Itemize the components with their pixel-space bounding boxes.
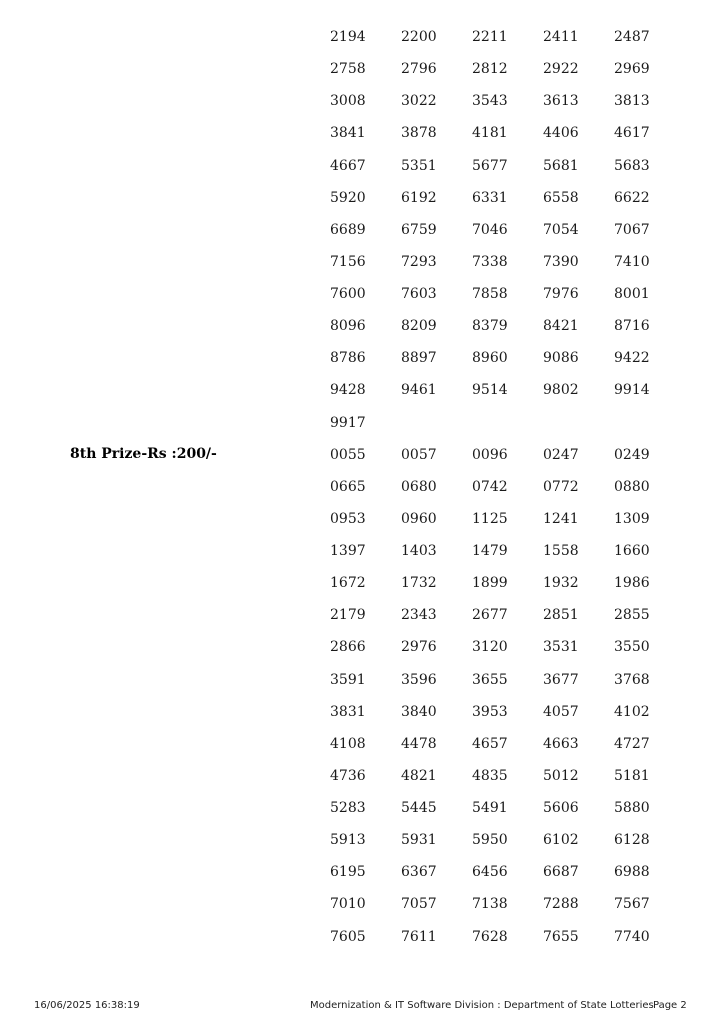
ticket-number: 1309 — [614, 510, 650, 527]
ticket-number: 2796 — [401, 61, 437, 78]
number-row — [330, 888, 685, 920]
ticket-number: 5920 — [330, 189, 366, 206]
ticket-number: 4478 — [401, 735, 437, 752]
ticket-number: 6622 — [614, 189, 650, 206]
ticket-number: 5681 — [543, 157, 579, 174]
ticket-number: 6128 — [614, 832, 650, 849]
ticket-number: 4102 — [614, 703, 650, 720]
number-row — [330, 117, 685, 149]
ticket-number: 7600 — [330, 286, 366, 303]
ticket-number: 4821 — [401, 767, 437, 784]
ticket-number: 7390 — [543, 253, 579, 270]
number-row — [330, 407, 685, 439]
ticket-number: 5913 — [330, 832, 366, 849]
ticket-number: 7605 — [330, 928, 366, 945]
number-row — [330, 503, 685, 535]
number-row — [330, 567, 685, 599]
ticket-number: 8096 — [330, 318, 366, 335]
ticket-number: 7611 — [401, 928, 437, 945]
ticket-number: 1397 — [330, 543, 366, 560]
number-row — [330, 535, 685, 567]
ticket-number: 3768 — [614, 671, 650, 688]
ticket-number: 2758 — [330, 61, 366, 78]
ticket-number: 2211 — [472, 29, 508, 46]
ticket-number: 6988 — [614, 864, 650, 881]
ticket-number: 1558 — [543, 543, 579, 560]
ticket-number: 6689 — [330, 221, 366, 238]
ticket-number: 3531 — [543, 639, 579, 656]
ticket-number: 7057 — [401, 896, 437, 913]
ticket-number: 7410 — [614, 253, 650, 270]
number-row — [330, 856, 685, 888]
ticket-number: 9802 — [543, 382, 579, 399]
ticket-number: 0057 — [401, 446, 437, 463]
ticket-number: 7655 — [543, 928, 579, 945]
ticket-number: 9422 — [614, 350, 650, 367]
ticket-number: 7740 — [614, 928, 650, 945]
number-row — [330, 824, 685, 856]
ticket-number: 8209 — [401, 318, 437, 335]
number-row — [330, 728, 685, 760]
number-row — [330, 53, 685, 85]
number-row — [330, 439, 685, 471]
ticket-number: 2411 — [543, 29, 579, 46]
number-row — [330, 278, 685, 310]
ticket-number: 7293 — [401, 253, 437, 270]
number-row — [330, 246, 685, 278]
number-row — [330, 760, 685, 792]
ticket-number: 4663 — [543, 735, 579, 752]
ticket-number: 4835 — [472, 767, 508, 784]
ticket-number: 1986 — [614, 575, 650, 592]
footer-page-number: Page 2 — [653, 1000, 687, 1011]
ticket-number: 8379 — [472, 318, 508, 335]
number-row — [330, 696, 685, 728]
ticket-number: 3813 — [614, 93, 650, 110]
ticket-number: 4181 — [472, 125, 508, 142]
ticket-number: 8716 — [614, 318, 650, 335]
ticket-number: 4667 — [330, 157, 366, 174]
ticket-number: 7567 — [614, 896, 650, 913]
ticket-number: 9914 — [614, 382, 650, 399]
ticket-number: 7858 — [472, 286, 508, 303]
ticket-number: 0953 — [330, 510, 366, 527]
ticket-number: 3008 — [330, 93, 366, 110]
ticket-number: 6331 — [472, 189, 508, 206]
ticket-number: 8897 — [401, 350, 437, 367]
ticket-number: 2976 — [401, 639, 437, 656]
ticket-number: 4657 — [472, 735, 508, 752]
number-row — [330, 342, 685, 374]
ticket-number: 0096 — [472, 446, 508, 463]
ticket-number: 6456 — [472, 864, 508, 881]
ticket-number: 3543 — [472, 93, 508, 110]
ticket-number: 1672 — [330, 575, 366, 592]
ticket-number: 2343 — [401, 607, 437, 624]
footer-timestamp: 16/06/2025 16:38:19 — [34, 1000, 140, 1011]
ticket-number: 2487 — [614, 29, 650, 46]
ticket-number: 2812 — [472, 61, 508, 78]
number-row — [330, 664, 685, 696]
ticket-number: 0055 — [330, 446, 366, 463]
ticket-number: 4617 — [614, 125, 650, 142]
ticket-number: 3677 — [543, 671, 579, 688]
number-row — [330, 21, 685, 53]
ticket-number: 5931 — [401, 832, 437, 849]
ticket-number: 4057 — [543, 703, 579, 720]
number-row — [330, 792, 685, 824]
ticket-number: 7067 — [614, 221, 650, 238]
ticket-number: 5606 — [543, 800, 579, 817]
ticket-number: 0742 — [472, 478, 508, 495]
number-row — [330, 214, 685, 246]
ticket-number: 3953 — [472, 703, 508, 720]
ticket-number: 3878 — [401, 125, 437, 142]
ticket-number: 1932 — [543, 575, 579, 592]
ticket-number: 0680 — [401, 478, 437, 495]
ticket-number: 9428 — [330, 382, 366, 399]
ticket-number: 4727 — [614, 735, 650, 752]
ticket-number: 6102 — [543, 832, 579, 849]
ticket-number: 1479 — [472, 543, 508, 560]
ticket-number: 2969 — [614, 61, 650, 78]
ticket-number: 1403 — [401, 543, 437, 560]
ticket-number: 2200 — [401, 29, 437, 46]
prize-label: 8th Prize-Rs :200/- — [70, 446, 217, 462]
ticket-number: 2194 — [330, 29, 366, 46]
ticket-number: 6367 — [401, 864, 437, 881]
ticket-number: 9086 — [543, 350, 579, 367]
ticket-number: 3613 — [543, 93, 579, 110]
ticket-number: 6192 — [401, 189, 437, 206]
ticket-number: 5880 — [614, 800, 650, 817]
ticket-number: 0772 — [543, 478, 579, 495]
ticket-number: 1732 — [401, 575, 437, 592]
ticket-number: 7603 — [401, 286, 437, 303]
ticket-number: 6687 — [543, 864, 579, 881]
ticket-number: 3831 — [330, 703, 366, 720]
ticket-number: 1241 — [543, 510, 579, 527]
ticket-number: 7054 — [543, 221, 579, 238]
number-row — [330, 471, 685, 503]
ticket-number: 7138 — [472, 896, 508, 913]
ticket-number: 7288 — [543, 896, 579, 913]
ticket-number: 2851 — [543, 607, 579, 624]
ticket-number: 3655 — [472, 671, 508, 688]
footer-division: Modernization & IT Software Division : Department of State Lotteries — [310, 1000, 654, 1011]
number-row — [330, 150, 685, 182]
ticket-number: 0247 — [543, 446, 579, 463]
ticket-number: 8001 — [614, 286, 650, 303]
ticket-number: 5677 — [472, 157, 508, 174]
number-row — [330, 85, 685, 117]
ticket-number: 2866 — [330, 639, 366, 656]
ticket-number: 6558 — [543, 189, 579, 206]
ticket-number: 7338 — [472, 253, 508, 270]
ticket-number: 0249 — [614, 446, 650, 463]
number-row — [330, 310, 685, 342]
ticket-number: 1899 — [472, 575, 508, 592]
ticket-number: 7628 — [472, 928, 508, 945]
ticket-number: 3596 — [401, 671, 437, 688]
ticket-number: 8960 — [472, 350, 508, 367]
ticket-number: 4108 — [330, 735, 366, 752]
ticket-number: 7010 — [330, 896, 366, 913]
ticket-number: 0665 — [330, 478, 366, 495]
ticket-number: 6759 — [401, 221, 437, 238]
ticket-number: 8786 — [330, 350, 366, 367]
ticket-number: 7156 — [330, 253, 366, 270]
ticket-number: 5683 — [614, 157, 650, 174]
ticket-number: 2179 — [330, 607, 366, 624]
ticket-number: 4406 — [543, 125, 579, 142]
ticket-number: 3550 — [614, 639, 650, 656]
ticket-number: 8421 — [543, 318, 579, 335]
number-row — [330, 921, 685, 953]
ticket-number: 2922 — [543, 61, 579, 78]
ticket-number: 5012 — [543, 767, 579, 784]
ticket-number: 9514 — [472, 382, 508, 399]
ticket-number: 3841 — [330, 125, 366, 142]
number-row — [330, 599, 685, 631]
ticket-number: 1125 — [472, 510, 508, 527]
ticket-number: 5491 — [472, 800, 508, 817]
number-row — [330, 374, 685, 406]
ticket-number: 5950 — [472, 832, 508, 849]
ticket-number: 3120 — [472, 639, 508, 656]
ticket-number: 3022 — [401, 93, 437, 110]
ticket-number: 0960 — [401, 510, 437, 527]
number-row — [330, 182, 685, 214]
winning-numbers-grid — [330, 21, 685, 953]
ticket-number: 2855 — [614, 607, 650, 624]
ticket-number: 3591 — [330, 671, 366, 688]
ticket-number: 3840 — [401, 703, 437, 720]
ticket-number: 5351 — [401, 157, 437, 174]
ticket-number: 5283 — [330, 800, 366, 817]
number-row — [330, 631, 685, 663]
ticket-number: 7046 — [472, 221, 508, 238]
ticket-number: 7976 — [543, 286, 579, 303]
ticket-number: 0880 — [614, 478, 650, 495]
ticket-number: 5181 — [614, 767, 650, 784]
ticket-number: 6195 — [330, 864, 366, 881]
ticket-number: 9461 — [401, 382, 437, 399]
ticket-number: 4736 — [330, 767, 366, 784]
ticket-number: 9917 — [330, 414, 366, 431]
ticket-number: 5445 — [401, 800, 437, 817]
ticket-number: 2677 — [472, 607, 508, 624]
ticket-number: 1660 — [614, 543, 650, 560]
